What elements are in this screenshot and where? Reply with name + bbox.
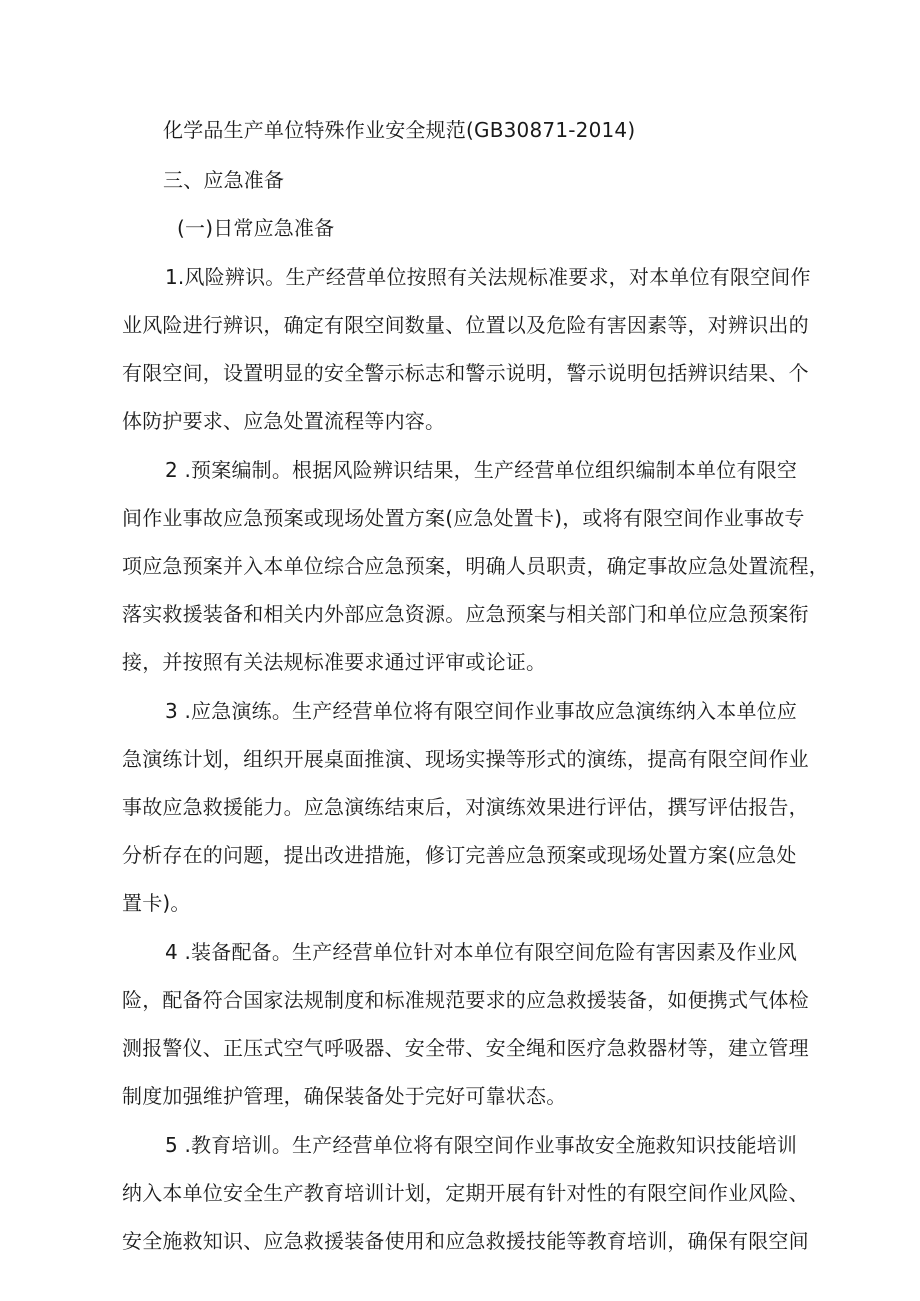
paragraph-line: 事故应急救援能力。应急演练结束后，对演练效果进行评估，撰写评估报告， [122,795,809,819]
standard-reference: 化学品生产单位特殊作业安全规范(GB30871-2014) [163,118,636,142]
paragraph-line: 险，配备符合国家法规制度和标准规范要求的应急救援装备，如便携式气体检 [122,988,809,1012]
paragraph-line: 置卡)。 [122,891,191,915]
paragraph-line: 有限空间，设置明显的安全警示标志和警示说明，警示说明包括辨识结果、个 [122,361,809,385]
paragraph-line: 业风险进行辨识，确定有限空间数量、位置以及危险有害因素等，对辨识出的 [122,313,809,337]
paragraph-line: 落实救援装备和相关内外部应急资源。应急预案与相关部门和单位应急预案衔 [122,602,809,626]
paragraph-line: 分析存在的问题，提出改进措施，修订完善应急预案或现场处置方案(应急处 [122,843,797,867]
paragraph-line: 纳入本单位安全生产教育培训计划，定期开展有针对性的有限空间作业风险、 [122,1181,809,1205]
paragraph-line: 1.风险辨识。生产经营单位按照有关法规标准要求，对本单位有限空间作 [165,265,811,289]
paragraph-line: 体防护要求、应急处置流程等内容。 [122,409,446,433]
paragraph-line: 项应急预案并入本单位综合应急预案，明确人员职责，确定事故应急处置流程， [122,554,829,578]
paragraph-line: 急演练计划，组织开展桌面推演、现场实操等形式的演练，提高有限空间作业 [122,747,809,771]
paragraph-line: 接，并按照有关法规标准要求通过评审或论证。 [122,650,547,674]
paragraph-line: 3 .应急演练。生产经营单位将有限空间作业事故应急演练纳入本单位应 [165,699,798,723]
paragraph-line: 安全施救知识、应急救援装备使用和应急救援技能等教育培训，确保有限空间 [122,1229,809,1253]
paragraph-line: 2 .预案编制。根据风险辨识结果，生产经营单位组织编制本单位有限空 [165,458,798,482]
paragraph-line: 制度加强维护管理，确保装备处于完好可靠状态。 [122,1084,567,1108]
subsection-heading: (一)日常应急准备 [177,216,335,240]
paragraph-line: 4 .装备配备。生产经营单位针对本单位有限空间危险有害因素及作业风 [165,940,798,964]
paragraph-line: 5 .教育培训。生产经营单位将有限空间作业事故安全施救知识技能培训 [165,1133,798,1157]
paragraph-line: 间作业事故应急预案或现场处置方案(应急处置卡)，或将有限空间作业事故专 [122,506,805,530]
section-heading: 三、应急准备 [163,168,285,192]
paragraph-line: 测报警仪、正压式空气呼吸器、安全带、安全绳和医疗急救器材等，建立管理 [122,1036,809,1060]
